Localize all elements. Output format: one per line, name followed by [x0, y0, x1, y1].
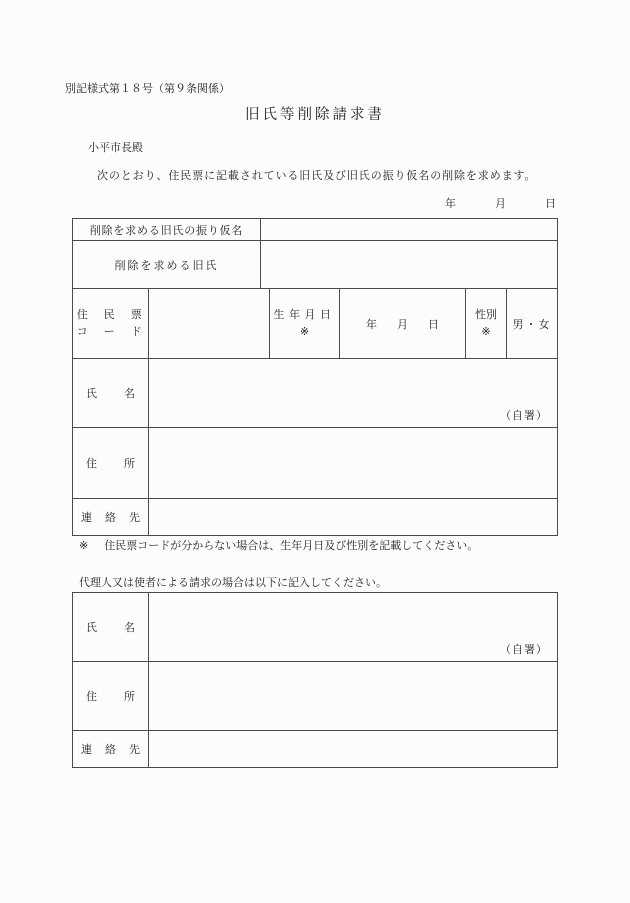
birthdate-month-label: 月: [397, 318, 408, 331]
agent-contact-value-cell: [149, 731, 558, 768]
sex-note-marker: ※: [481, 325, 491, 338]
date-year-label: 年: [445, 198, 456, 210]
sex-options: 男・女: [507, 289, 558, 359]
table-row: [73, 593, 558, 662]
birthdate-day-label: 日: [428, 318, 439, 331]
intro-text: 次のとおり、住民票に記載されている旧氏及び旧氏の振り仮名の削除を求めます。: [97, 170, 537, 182]
request-table: [72, 218, 558, 536]
agent-address-value-cell: [149, 662, 558, 731]
contact-value-cell: [149, 499, 558, 536]
footnote: [79, 537, 478, 553]
table-row: [73, 241, 558, 289]
agent-name-value-cell: [149, 593, 558, 662]
agent-table: [72, 592, 558, 768]
date-month-label: 月: [495, 198, 506, 210]
page-title: 旧氏等削除請求書: [245, 107, 385, 123]
footnote-marker: ※: [79, 540, 89, 552]
agent-contact-label: 連 絡 先: [73, 731, 149, 768]
table-row: [73, 219, 558, 241]
table-row: [73, 499, 558, 536]
table-row: [73, 731, 558, 768]
resident-code-label: 住 民 票 コ ー ド: [73, 289, 149, 359]
address-label: 住 所: [73, 428, 149, 499]
address-value-cell: [149, 428, 558, 499]
date-day-label: 日: [545, 198, 556, 210]
birthdate-label: 生年月日 ※: [270, 289, 340, 359]
furigana-label: 削除を求める旧氏の振り仮名: [73, 219, 261, 241]
agent-address-label: 住 所: [73, 662, 149, 731]
signature-note: （自署）: [500, 410, 549, 422]
birthdate-year-label: 年: [366, 318, 377, 331]
agent-instruction: 代理人又は使者による請求の場合は以下に記入してください。: [79, 577, 387, 589]
name-label: 氏 名: [73, 359, 149, 428]
date-line: [445, 195, 556, 211]
former-name-value-cell: [261, 241, 558, 289]
table-row: [73, 428, 558, 499]
sex-label: 性別 ※: [466, 289, 507, 359]
birthdate-value-cell: [340, 289, 466, 359]
agent-signature-note: （自署）: [500, 644, 548, 656]
name-value-cell: [149, 359, 558, 428]
agent-name-label: 氏 名: [73, 593, 149, 662]
addressee: 小平市長殿: [88, 142, 143, 154]
contact-label: 連 絡 先: [73, 499, 149, 536]
form-number: 別記様式第１８号（第９条関係）: [65, 83, 230, 95]
former-name-label: 削除を求める旧氏: [73, 241, 261, 289]
birthdate-note-marker: ※: [299, 325, 310, 338]
table-row: [73, 359, 558, 428]
furigana-value-cell: [261, 219, 558, 241]
table-row: [73, 662, 558, 731]
table-row: [73, 289, 558, 359]
footnote-text: 住民票コードが分からない場合は、生年月日及び性別を記載してください。: [104, 540, 479, 552]
resident-code-value-cell: [149, 289, 270, 359]
